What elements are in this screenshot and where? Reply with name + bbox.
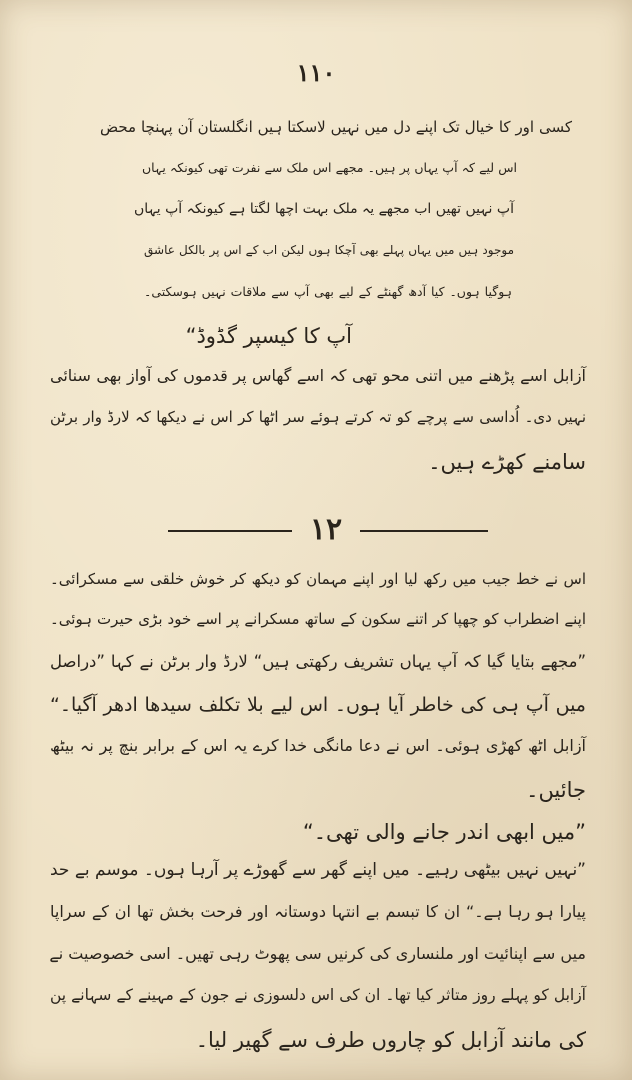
text-line: اپنے اضطراب کو چھپا کر اتنے سکون کے ساتھ مسکرانے پر اسے خود بڑی حیرت ہوئی۔ [50,610,586,628]
text-line: آپ کا کیسپر گڈوڈ“ [185,324,352,348]
text-line: ہوگیا ہوں۔ کیا آدھ گھنٹے کے لیے بھی آپ سے ملاقات نہیں ہوسکتی۔ [144,284,512,299]
text-line: آزابل کو پہلے روز متاثر کیا تھا۔ ان کی اس دلسوزی نے جون کے مہینے کے سہانے پن [50,986,586,1004]
text-line: میں آپ ہی کی خاطر آیا ہوں۔ اس لیے بلا تکلف سیدھا ادھر آگیا۔“ [50,694,586,716]
text-line: آزابل اسے پڑھنے میں اتنی محو تھی کہ اسے گھاس پر قدموں کی آواز بھی سنائی [50,366,586,385]
text-line: آپ نہیں تھیں اب مجھے یہ ملک بہت اچھا لگتا ہے کیونکہ آپ یہاں [134,201,514,217]
text-line: پیارا ہو رہا ہے۔“ ان کا تبسم بے انتہا دوستانہ اور فرحت بخش تھا ان کے سراپا [50,902,586,921]
chapter-number: ۱۲ [309,512,343,547]
text-line: جائیں۔ [526,778,586,802]
text-line: کسی اور کا خیال تک اپنے دل میں نہیں لاسکتا ہیں انگلستان آن پہنچا محض [100,118,572,136]
text-line: سامنے کھڑے ہیں۔ [428,450,586,474]
text-line: ”مجھے بتایا گیا کہ آپ یہاں تشریف رکھتی ہیں“ لارڈ وار برٹن نے کہا ”دراصل [50,652,586,671]
text-line: ”نہیں نہیں بیٹھی رہیے۔ میں اپنے گھر سے گھوڑے پر آرہا ہوں۔ موسم بے حد [50,860,586,880]
text-line: اس نے خط جیب میں رکھ لیا اور اپنے مہمان کو دیکھ کر خوش خلقی سے مسکرائی۔ [50,570,586,588]
text-line: موجود ہیں میں یہاں پہلے بھی آچکا ہوں لیکن اب کے اس پر بالکل عاشق [144,243,514,257]
text-line: نہیں دی۔ اُداسی سے پرچے کو تہ کرتے ہوئے سر اٹھا کر اس نے دیکھا کہ لارڈ وار برٹن [50,408,586,426]
page-number: ١١٠ [296,58,336,87]
text-line: آزابل اٹھ کھڑی ہوئی۔ اس نے دعا مانگی خدا کرے یہ اس کے برابر بنچ پر نہ بیٹھ [50,736,586,755]
chapter-rule-right [360,530,488,532]
text-line: ”میں ابھی اندر جانے والی تھی۔“ [302,820,586,844]
text-line: میں سے اپنائیت اور ملنساری کی کرنیں سی پھوٹ رہی تھیں۔ اسی خصوصیت نے [49,944,586,963]
text-line: کی مانند آزابل کو چاروں طرف سے گھیر لیا۔ [195,1028,586,1052]
text-line: اس لیے کہ آپ یہاں پر ہیں۔ مجھے اس ملک سے نفرت تھی کیونکہ یہاں [142,160,517,175]
chapter-rule-left [168,530,292,532]
